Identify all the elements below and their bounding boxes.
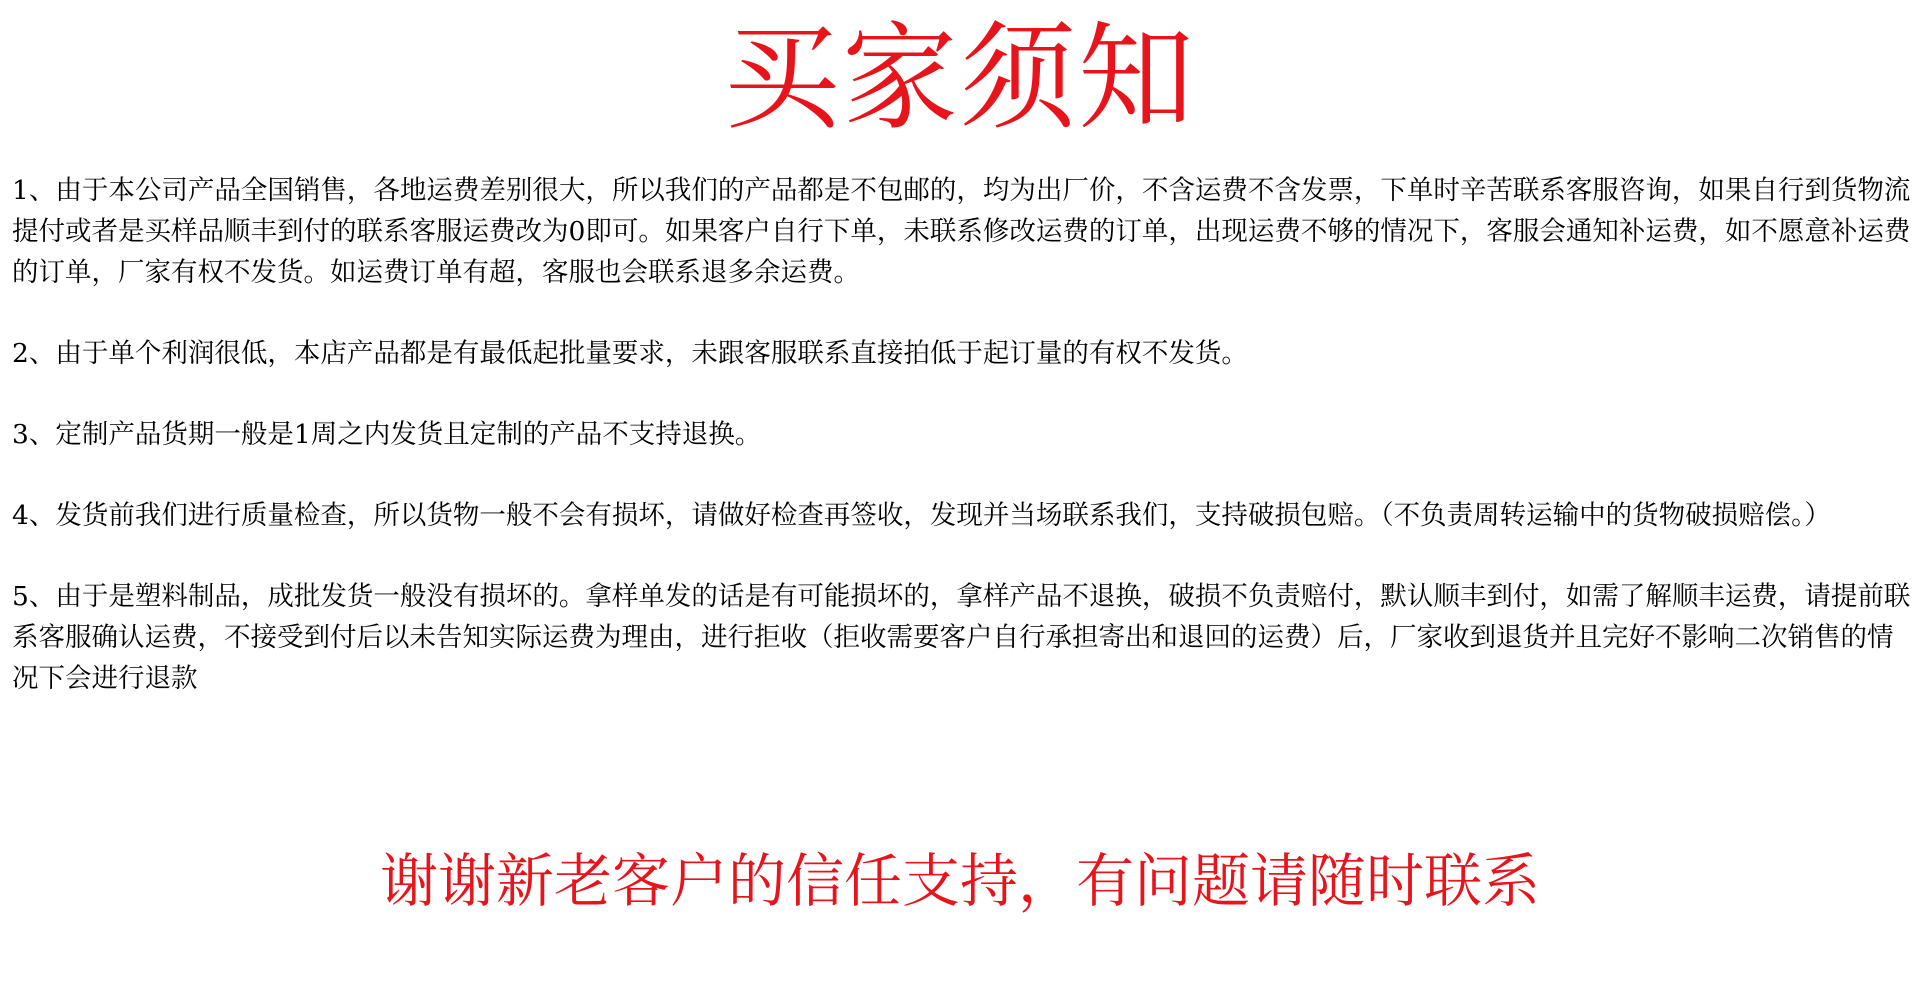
page-title: 买家须知: [724, 11, 1196, 146]
notice-item-5: 5、由于是塑料制品，成批发货一般没有损坏的。拿样单发的话是有可能损坏的，拿样产品不退换，破损不负责赔付，默认顺丰到付，如需了解顺丰运费，请提前联系客服确认运费，不接受到付后以未告知实际运费为理由，进行拒收（拒收需要客户自行承担寄出和退回的运费）后，厂家收到退货并且完好不影响二次销售的情况下会进行退款: [12, 581, 1911, 694]
notice-body: [12, 170, 1912, 739]
notice-item-1: 1、由于本公司产品全国销售，各地运费差别很大，所以我们的产品都是不包邮的，均为出厂价，不含运费不含发票，下单时辛苦联系客服咨询，如果自行到货物流提付或者是买样品顺丰到付的联系客服运费改为0即可。如果客户自行下单，未联系修改运费的订单，出现运费不够的情况下，客服会通知补运费，如不愿意补运费的订单，厂家有权不发货。如运费订单有超，客服也会联系退多余运费。: [12, 175, 1911, 288]
notice-item-3: 3、定制产品货期一般是1周之内发货且定制的产品不支持退换。: [12, 419, 762, 450]
notice-item-4: 4、发货前我们进行质量检查，所以货物一般不会有损坏，请做好检查再签收，发现并当场联系我们，支持破损包赔。（不负责周转运输中的货物破损赔偿。）: [12, 500, 1831, 531]
notice-item-2: 2、由于单个利润很低，本店产品都是有最低起批量要求，未跟客服联系直接拍低于起订量的有权不发货。: [12, 338, 1248, 369]
thank-you-footer: 谢谢新老客户的信任支持，有问题请随时联系: [379, 847, 1540, 915]
